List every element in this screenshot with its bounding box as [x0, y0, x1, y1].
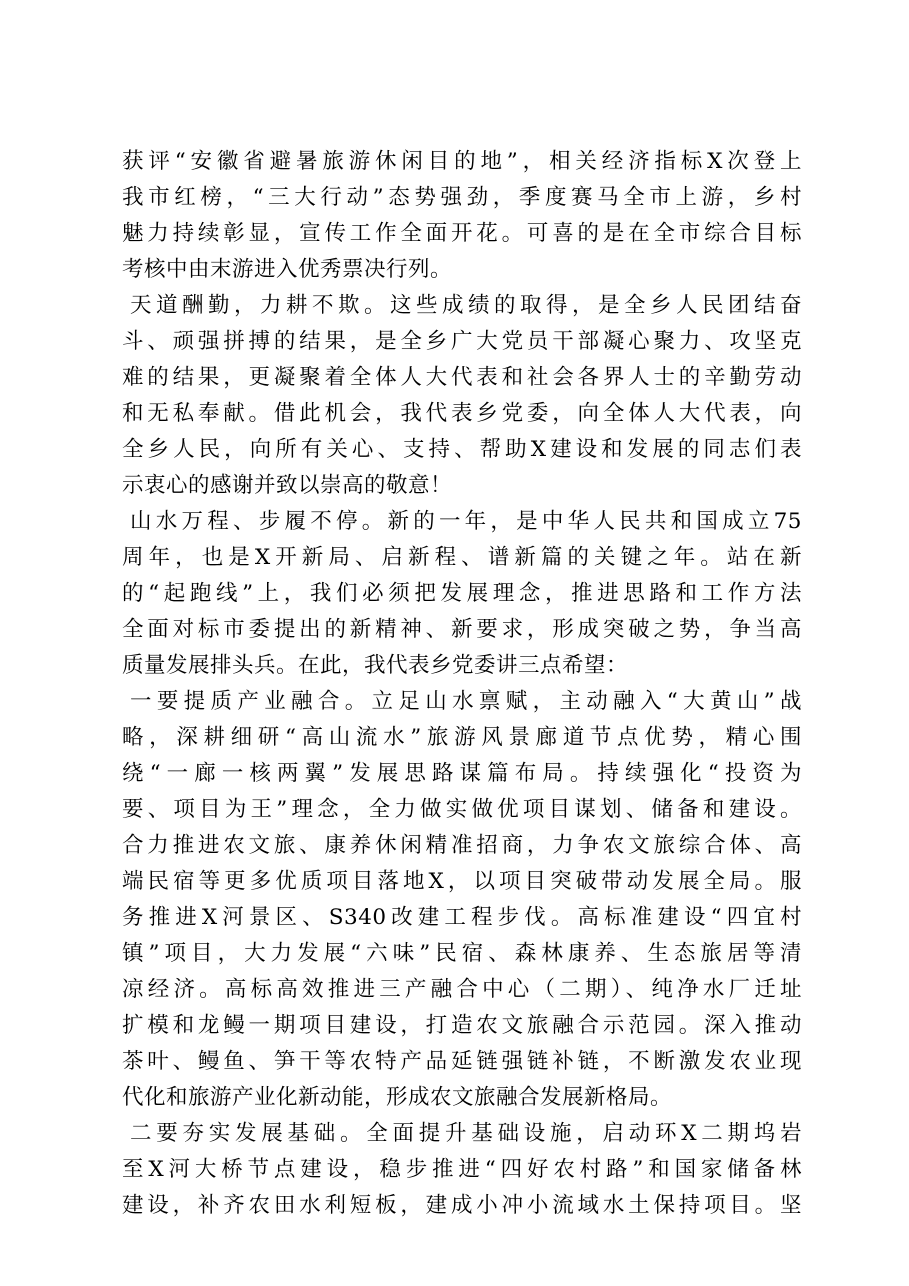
text-line: 斗、顽强拼搏的结果，是全乡广大党员干部凝心聚力、攻坚克: [122, 329, 802, 354]
text-line: 的“起跑线”上，我们必须把发展理念，推进思路和工作方法: [122, 581, 802, 606]
text-line: 要、项目为王”理念，全力做实做优项目谋划、储备和建设。: [122, 797, 802, 822]
text-line: 质量发展排头兵。在此，我代表乡党委讲三点希望：: [122, 653, 629, 678]
text-line: 获评“安徽省避暑旅游休闲目的地”，相关经济指标X次登上: [122, 149, 802, 174]
text-line: 端民宿等更多优质项目落地X，以项目突破带动发展全局。服: [122, 869, 802, 894]
text-line: 绕“一廊一核两翼”发展思路谋篇布局。持续强化“投资为: [122, 761, 802, 786]
text-line: 镇”项目，大力发展“六味”民宿、森林康养、生态旅居等清: [122, 941, 802, 966]
text-line: 一要提质产业融合。立足山水禀赋，主动融入“大黄山”战: [130, 689, 802, 714]
text-line: 全乡人民，向所有关心、支持、帮助X建设和发展的同志们表: [122, 437, 802, 462]
text-line: 考核中由末游进入优秀票决行列。: [122, 257, 453, 282]
text-line: 扩模和龙鳗一期项目建设，打造农文旅融合示范园。深入推动: [122, 1013, 802, 1038]
text-line: 我市红榜，“三大行动”态势强劲，季度赛马全市上游，乡村: [122, 185, 802, 210]
text-line: 天道酬勤，力耕不欺。这些成绩的取得，是全乡人民团结奋: [130, 293, 802, 318]
text-line: 茶叶、鳗鱼、笋干等农特产品延链强链补链，不断激发农业现: [122, 1049, 802, 1074]
text-line: 务推进X河景区、S340改建工程步伐。高标准建设“四宜村: [122, 905, 802, 930]
text-line: 难的结果，更凝聚着全体人大代表和社会各界人士的辛勤劳动: [122, 365, 802, 390]
text-line: 代化和旅游产业化新动能，形成农文旅融合发展新格局。: [122, 1085, 673, 1110]
text-line: 略，深耕细研“高山流水”旅游风景廊道节点优势，精心围: [122, 725, 802, 750]
text-line: 山水万程、步履不停。新的一年，是中华人民共和国成立75: [130, 509, 802, 534]
text-line: 二要夯实发展基础。全面提升基础设施，启动环X二期坞岩: [130, 1121, 802, 1146]
text-line: 示衷心的感谢并致以崇高的敬意！: [122, 473, 453, 498]
text-line: 全面对标市委提出的新精神、新要求，形成突破之势，争当高: [122, 617, 802, 642]
text-line: 魅力持续彰显，宣传工作全面开花。可喜的是在全市综合目标: [122, 221, 802, 246]
text-line: 合力推进农文旅、康养休闲精准招商，力争农文旅综合体、高: [122, 833, 802, 858]
text-line: 周年，也是X开新局、启新程、谱新篇的关键之年。站在新: [122, 545, 802, 570]
text-line: 和无私奉献。借此机会，我代表乡党委，向全体人大代表，向: [122, 401, 802, 426]
text-line: 凉经济。高标高效推进三产融合中心（二期）、纯净水厂迁址: [122, 977, 802, 1002]
text-line: 建设，补齐农田水利短板，建成小冲小流域水土保持项目。坚: [122, 1193, 802, 1218]
text-line: 至X河大桥节点建设，稳步推进“四好农村路”和国家储备林: [122, 1157, 802, 1182]
